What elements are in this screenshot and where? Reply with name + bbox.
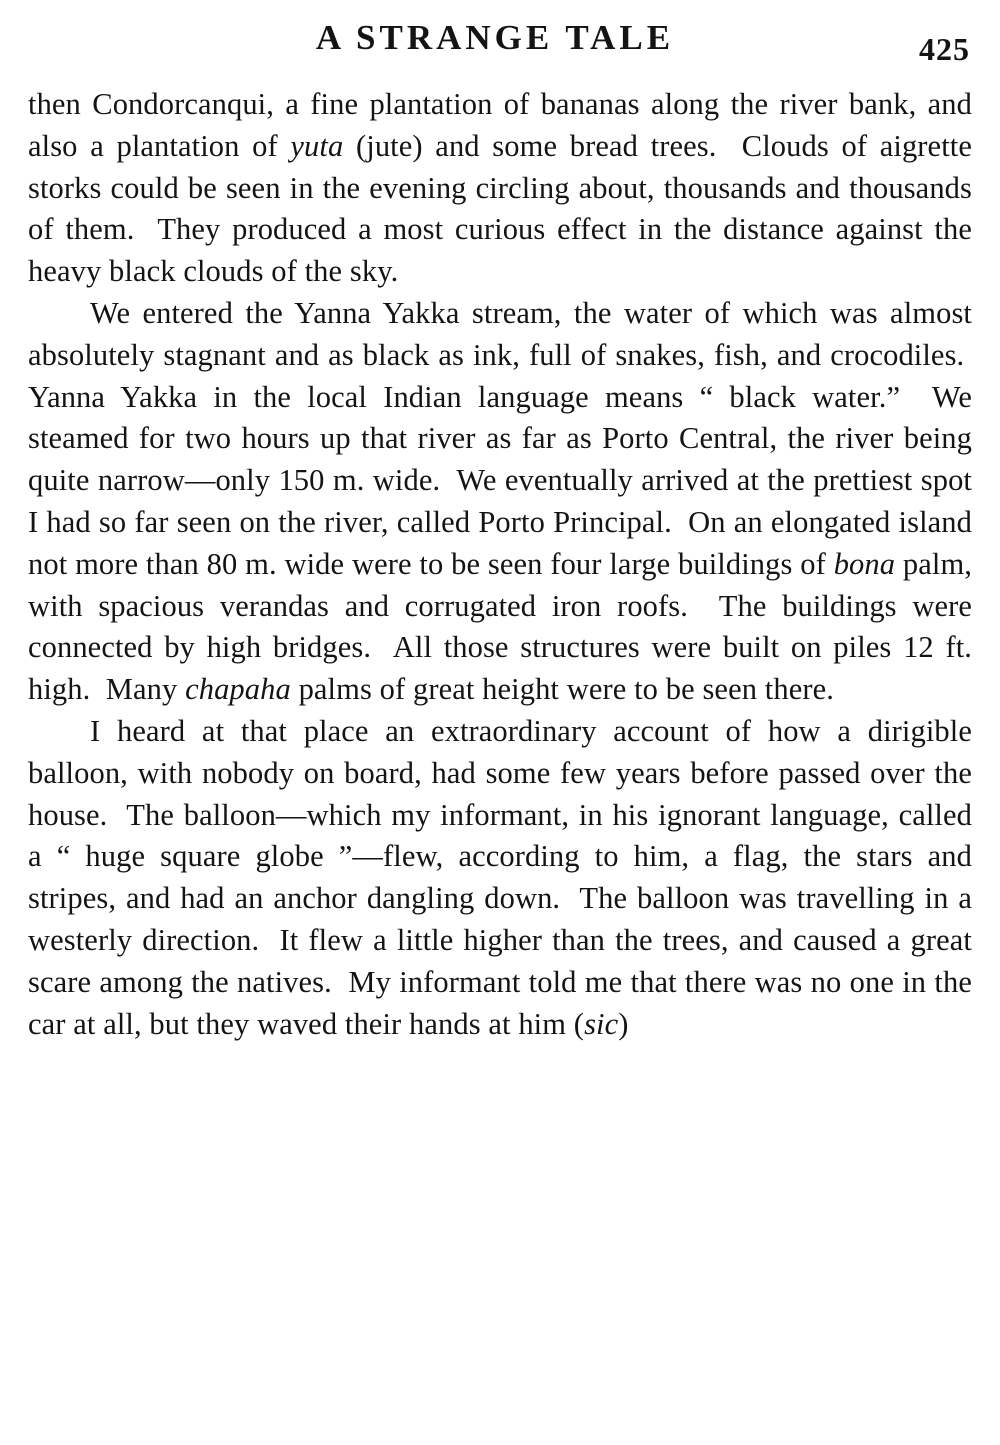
paragraph-2: We entered the Yanna Yakka stream, the water of which was almost absolutely stagnant and as black as ink, full of snakes, fish, and crocodiles. Yanna Yakka in the local Indian language means “ black water.” We steamed for two hours up that river as far as Porto Central, the river being quite narrow—only 150 m. wide. We eventually arrived at the prettiest spot I had so far seen on the river, called Porto Principal. On an elongated island not more than 80 m. wide were to be seen four large buildings of bona palm, with spacious verandas and corrugated iron roofs. The buildings were connected by high bridges. All those structures were built on piles 12 ft. high. Many chapaha palms of great height were to be seen there. — [28, 295, 973, 707]
paragraph-3: I heard at that place an extraordinary account of how a dirigible balloon, with nobody on board, had some few years before passed over the house. The balloon—which my informant, in his ignorant language, called a “ huge square globe ”—flew, according to him, a flag, the stars and stripes, and had an anchor dangling down. The balloon was travelling in a westerly direction. It flew a little higher than the trees, and caused a great scare among the natives. My informant told me that there was no one in the car at all, but they waved their hands at him (sic) — [28, 713, 972, 1041]
page-title: A STRANGE TALE — [315, 18, 675, 57]
italic-term-yuta: yuta — [290, 128, 344, 163]
italic-term-chapaha: chapaha — [185, 672, 291, 707]
italic-term-bona: bona — [833, 546, 896, 581]
page-number: 425 — [919, 31, 970, 67]
italic-term-sic: sic — [584, 1006, 619, 1041]
body-text — [28, 84, 972, 1045]
running-head — [28, 18, 972, 74]
paragraph-1: then Condorcanqui, a fine plantation of bananas along the river bank, and also a plantation of yuta (jute) and some bread trees. Clouds of aigrette storks could be seen in the evening circling about, thousands and thousands of them. They produced a most curious effect in the distance against the heavy black clouds of the sky. — [28, 87, 972, 289]
